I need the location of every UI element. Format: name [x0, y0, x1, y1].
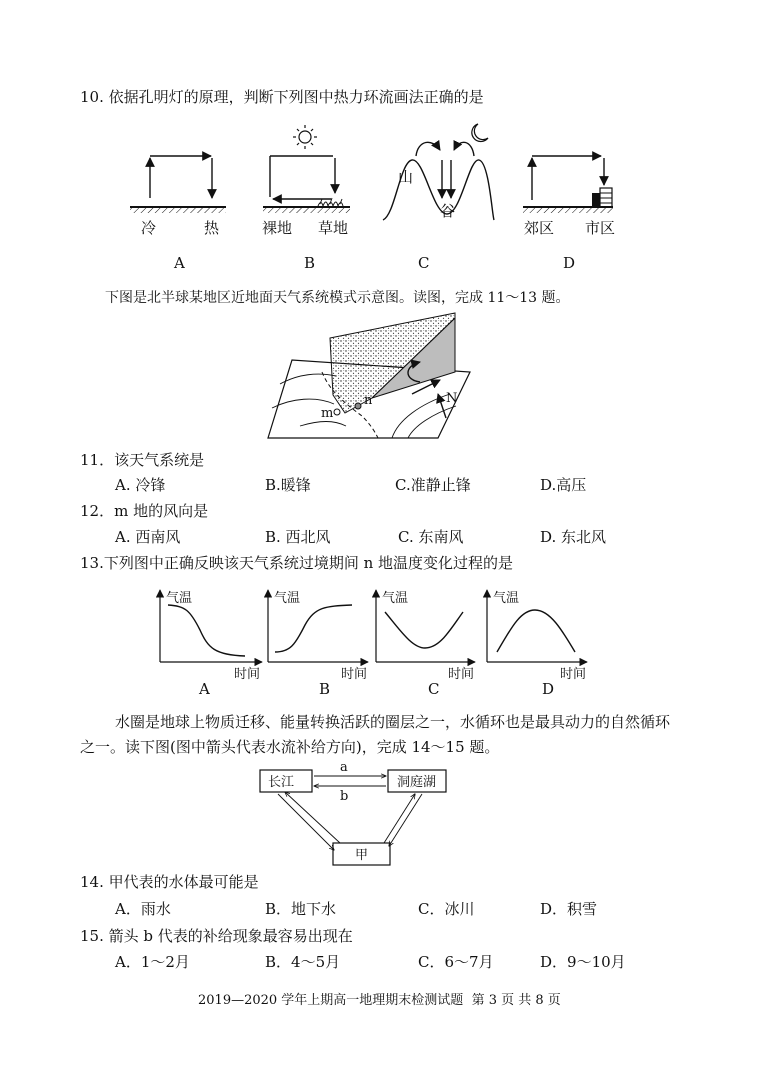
q13-option-d-letter: D	[542, 680, 555, 698]
north-label: N	[446, 391, 458, 406]
label-bare-land: 裸地	[262, 219, 293, 237]
figure-10d	[523, 156, 615, 237]
label-urban: 市区	[585, 219, 616, 237]
q15-option-a[interactable]: A．1～2月	[115, 953, 190, 971]
q14-option-b[interactable]: B．地下水	[265, 900, 337, 918]
point-m-label: m	[321, 406, 334, 421]
q10-stem: 10. 依据孔明灯的原理，判断下列图中热力环流画法正确的是	[80, 88, 484, 106]
intro-14-15-line2: 之一。读下图(图中箭头代表水流补给方向)，完成 14～15 题。	[80, 738, 500, 756]
q13-option-c-letter: C	[428, 680, 440, 698]
intro-14-15-line1: 水圈是地球上物质迁移、能量转换活跃的圈层之一，水循环也是最具动力的自然循环	[115, 713, 671, 731]
q15-option-d[interactable]: D．9～10月	[540, 953, 626, 971]
page-footer: 2019—2020 学年上期高一地理期末检测试题 第 3 页 共 8 页	[198, 993, 561, 1008]
intro-11-13: 下图是北半球某地区近地面天气系统模式示意图。读图，完成 11～13 题。	[105, 290, 570, 306]
box-yangtze-label: 长江	[268, 775, 295, 790]
point-n-label: n	[364, 393, 373, 408]
q14-option-c[interactable]: C．冰川	[418, 900, 475, 918]
building-icon	[592, 188, 612, 207]
figure-10c	[383, 124, 494, 220]
label-valley: 谷	[440, 202, 456, 220]
graph-13a-y-label: 气温	[166, 591, 193, 606]
sun-icon	[293, 125, 317, 149]
graph-13d	[487, 590, 587, 682]
graph-13c	[376, 590, 475, 682]
figure-10b	[262, 125, 350, 237]
figure-10a	[130, 156, 226, 237]
q11-option-b[interactable]: B.暖锋	[265, 476, 311, 494]
q15-option-c[interactable]: C．6～7月	[418, 953, 494, 971]
weather-system-figure	[268, 313, 470, 438]
q11-option-c[interactable]: C.准静止锋	[395, 476, 471, 494]
q15-stem: 15. 箭头 b 代表的补给现象最容易出现在	[80, 927, 353, 945]
q13-option-a-letter: A	[199, 680, 210, 698]
q11-option-d[interactable]: D.高压	[540, 476, 587, 494]
q11-stem: 11．该天气系统是	[80, 451, 205, 469]
label-suburb: 郊区	[524, 219, 555, 237]
graph-13c-x-label: 时间	[448, 667, 475, 682]
q14-option-a[interactable]: A．雨水	[115, 900, 171, 918]
q12-option-b[interactable]: B. 西北风	[265, 528, 331, 546]
graph-13c-y-label: 气温	[382, 591, 409, 606]
label-grassland: 草地	[318, 219, 349, 237]
box-jia-label: 甲	[355, 848, 369, 863]
arrow-a-label: a	[340, 760, 348, 775]
label-cold: 冷	[141, 219, 157, 237]
graph-13b-y-label: 气温	[274, 591, 301, 606]
box-dongting-label: 洞庭湖	[397, 775, 437, 790]
q15-option-b[interactable]: B．4～5月	[265, 953, 341, 971]
q13-option-b-letter: B	[319, 680, 331, 698]
graph-13b-x-label: 时间	[341, 667, 368, 682]
q11-option-a[interactable]: A. 冷锋	[115, 476, 166, 494]
graph-13a-x-label: 时间	[234, 667, 261, 682]
q13-stem: 13.下列图中正确反映该天气系统过境期间 n 地温度变化过程的是	[80, 554, 514, 572]
q12-stem: 12．m 地的风向是	[80, 502, 209, 520]
q12-option-d[interactable]: D. 东北风	[540, 528, 607, 546]
q10-option-d-letter: D	[563, 254, 576, 272]
graph-13d-y-label: 气温	[493, 591, 520, 606]
q10-option-b-letter: B	[304, 254, 316, 272]
graph-13b	[268, 590, 368, 682]
label-hot: 热	[204, 219, 220, 237]
q12-option-c[interactable]: C. 东南风	[398, 528, 464, 546]
q10-option-c-letter: C	[418, 254, 430, 272]
water-supply-figure	[260, 760, 446, 865]
q14-option-d[interactable]: D．积雪	[540, 900, 598, 918]
graph-13d-x-label: 时间	[560, 667, 587, 682]
moon-icon	[472, 124, 488, 142]
graph-13a	[160, 590, 262, 682]
arrow-b-label: b	[340, 789, 349, 804]
label-mountain: 山	[398, 168, 414, 186]
q10-option-a-letter: A	[174, 254, 185, 272]
q14-stem: 14. 甲代表的水体最可能是	[80, 873, 259, 891]
q12-option-a[interactable]: A. 西南风	[115, 528, 181, 546]
